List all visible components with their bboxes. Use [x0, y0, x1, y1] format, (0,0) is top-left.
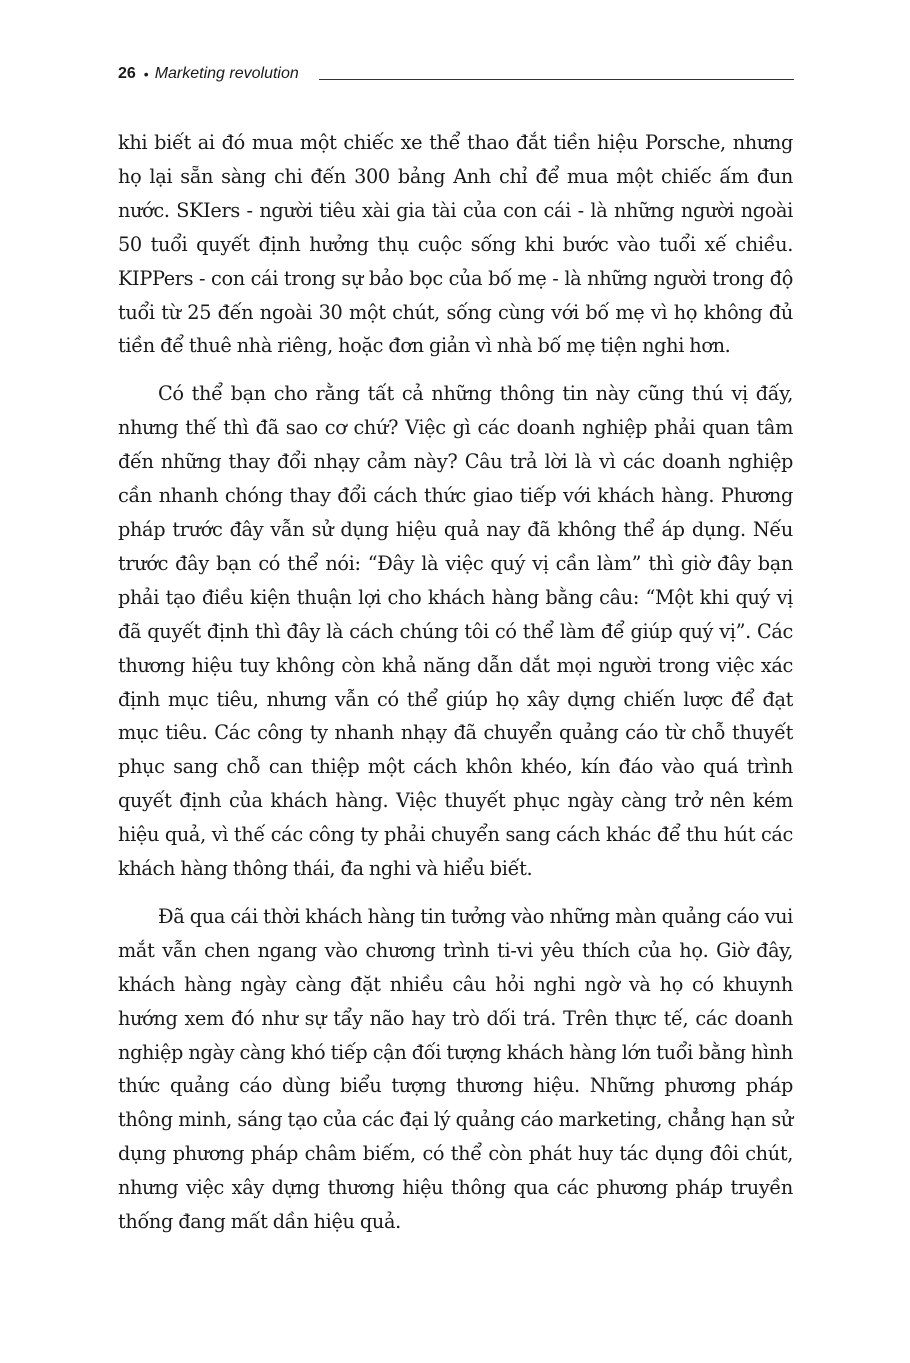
running-header [118, 62, 794, 86]
body-text [118, 126, 793, 1253]
header-bullet: • [143, 66, 149, 82]
paragraph: Đã qua cái thời khách hàng tin tưởng vào những màn quảng cáo vui mắt vẫn chen ngang vào chương trình ti-vi yêu thích của họ. Giờ đây, khách hàng ngày càng đặt nhiều câu hỏi nghi ngờ và họ có khuynh hướng xem đó như sự tẩy não hay trò dối trá. Trên thực tế, các doanh nghiệp ngày càng khó tiếp cận đối tượng khách hàng lớn tuổi bằng hình thức quảng cáo dùng biểu tượng thương hiệu. Những phương pháp thông minh, sáng tạo của các đại lý quảng cáo marketing, chẳng hạn sử dụng phương pháp châm biếm, có thể còn phát huy tác dụng đôi chút, nhưng việc xây dựng thương hiệu thông qua các phương pháp truyền thống đang mất dần hiệu quả. [118, 904, 793, 1234]
book-title: Marketing revolution [154, 65, 299, 82]
paragraph-continued: khi biết ai đó mua một chiếc xe thể thao đắt tiền hiệu Porsche, nhưng họ lại sẵn sàng chi đến 300 bảng Anh chỉ để mua một chiếc ấm đun nước. SKIers - người tiêu xài gia tài của con cái - là những người ngoài 50 tuổi quyết định hưởng thụ cuộc sống khi bước vào tuổi xế chiều. KIPPers - con cái trong sự bảo bọc của bố mẹ - là những người trong độ tuổi từ 25 đến ngoài 30 một chút, sống cùng với bố mẹ vì họ không đủ tiền để thuê nhà riêng, hoặc đơn giản vì nhà bố mẹ tiện nghi hơn. [118, 131, 793, 358]
header-rule [319, 79, 794, 80]
paragraph: Có thể bạn cho rằng tất cả những thông tin này cũng thú vị đấy, nhưng thế thì đã sao cơ chứ? Việc gì các doanh nghiệp phải quan tâm đến những thay đổi nhạy cảm này? Câu trả lời là vì các doanh nghiệp cần nhanh chóng thay đổi cách thức giao tiếp với khách hàng. Phương pháp trước đây vẫn sử dụng hiệu quả nay đã không thể áp dụng. Nếu trước đây bạn có thể nói: “Đây là việc quý vị cần làm” thì giờ đây bạn phải tạo điều kiện thuận lợi cho khách hàng bằng câu: “Một khi quý vị đã quyết định thì đây là cách chúng tôi có thể làm để giúp quý vị”. Các thương hiệu tuy không còn khả năng dẫn dắt mọi người trong việc xác định mục tiêu, nhưng vẫn có thể giúp họ xây dựng chiến lược để đạt mục tiêu. Các công ty nhanh nhạy đã chuyển quảng cáo từ chỗ thuyết phục sang chỗ can thiệp một cách khôn khéo, kín đáo vào quá trình quyết định của khách hàng. Việc thuyết phục ngày càng trở nên kém hiệu quả, vì thế các công ty phải chuyển sang cách khác để thu hút các khách hàng thông thái, đa nghi và hiểu biết. [118, 382, 793, 881]
page-number: 26 [118, 65, 136, 82]
